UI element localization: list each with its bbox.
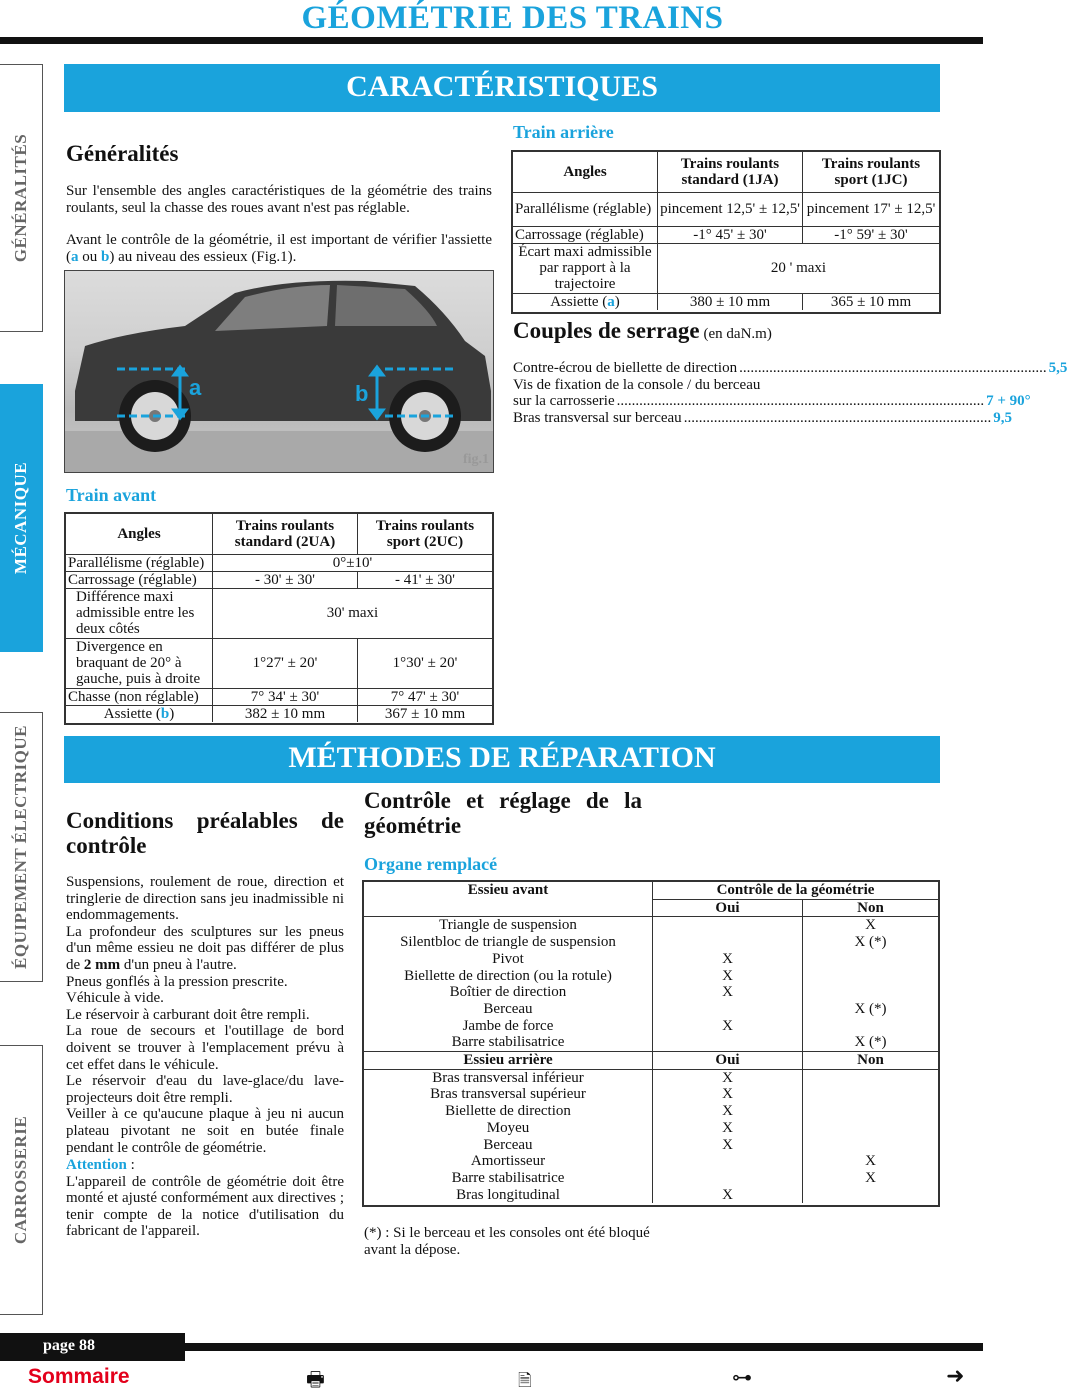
- table-cell-organe: Silentbloc de triangle de suspension: [364, 934, 653, 951]
- figure-label-a: a: [189, 375, 202, 400]
- sommaire-link[interactable]: Sommaire: [28, 1365, 130, 1388]
- table-cell-non: [803, 1137, 939, 1154]
- side-tab-generalites[interactable]: GÉNÉRALITÉS: [0, 64, 43, 332]
- footnote: (*) : Si le berceau et les consoles ont été bloqué avant la dépose.: [364, 1225, 650, 1258]
- figure-caption: fig.1: [462, 452, 489, 467]
- table-cell-oui: X: [653, 1187, 803, 1204]
- table-cell-non: [803, 951, 939, 968]
- organe-remplace-heading: Organe remplacé: [364, 854, 498, 874]
- attention-label: Attention: [66, 1157, 127, 1174]
- col-header-angles: Angles: [513, 152, 658, 192]
- section-banner-methodes: MÉTHODES DE RÉPARATION: [64, 736, 940, 783]
- table-cell-organe: Triangle de suspension: [364, 917, 653, 934]
- col-header-angles: Angles: [66, 514, 213, 554]
- table-cell-organe: Berceau: [364, 1001, 653, 1018]
- table-cell-non: X: [865, 917, 876, 934]
- table-row: [364, 1187, 938, 1204]
- table-cell-oui: [653, 1153, 803, 1170]
- table-cell-oui: X: [653, 1103, 803, 1120]
- table-cell-organe: Amortisseur: [364, 1153, 653, 1170]
- table-row: [364, 1103, 938, 1120]
- table-cell-organe: Boîtier de direction: [364, 984, 653, 1001]
- col-header-oui-arriere: Oui: [653, 1052, 803, 1070]
- table-row: [364, 1170, 938, 1187]
- table-cell-non: [803, 984, 939, 1001]
- table-cell-organe: Pivot: [364, 951, 653, 968]
- col-header-essieu-arriere: Essieu arrière: [364, 1052, 653, 1070]
- couples-list: [513, 360, 1067, 426]
- table-cell-organe: Bras longitudinal: [364, 1187, 653, 1204]
- col-header-standard: Trains roulants standard (2UA): [213, 514, 358, 554]
- table-row: Chasse (non réglable) 7° 34' ± 30' 7° 47' ± 30': [66, 688, 492, 705]
- table-cell-non: [803, 1187, 939, 1204]
- col-header-oui: Oui: [653, 899, 803, 917]
- page-title: GÉOMÉTRIE DES TRAINS: [301, 0, 724, 36]
- table-cell-non: [803, 1069, 939, 1086]
- table-row: Assiette (a) 380 ± 10 mm 365 ± 10 mm: [513, 293, 939, 310]
- table-row: [364, 934, 938, 951]
- document-search-icon[interactable]: 🗎: [518, 1371, 532, 1391]
- table-cell-organe: Bras transversal supérieur: [364, 1086, 653, 1103]
- table-cell-organe: Barre stabilisatrice: [364, 1170, 653, 1187]
- train-avant-table: [64, 512, 494, 725]
- list-item: Bras transversal sur berceau .................................................................................. 9,5: [513, 409, 1012, 426]
- table-row: [364, 1086, 938, 1103]
- table-cell-non: X (*): [854, 1000, 887, 1017]
- table-cell-oui: X: [653, 1018, 803, 1035]
- table-row: [364, 1120, 938, 1137]
- table-cell-oui: X: [653, 1069, 803, 1086]
- table-cell-oui: X: [653, 951, 803, 968]
- side-tab-mecanique[interactable]: MÉCANIQUE: [0, 384, 43, 652]
- table-cell-oui: [653, 1170, 803, 1187]
- table-cell-oui: X: [653, 1086, 803, 1103]
- page-number-box: [0, 1333, 185, 1361]
- train-avant-heading: Train avant: [66, 485, 157, 505]
- binoculars-icon[interactable]: ⊶: [732, 1365, 752, 1389]
- next-arrow-icon[interactable]: ➜: [946, 1364, 965, 1389]
- table-row: [364, 951, 938, 968]
- page-number: page 88: [43, 1337, 95, 1354]
- table-cell-organe: Moyeu: [364, 1120, 653, 1137]
- top-rule: [0, 37, 983, 44]
- table-cell-non: [803, 1086, 939, 1103]
- geometry-control-table: [362, 880, 940, 1207]
- figure-label-b: b: [355, 381, 369, 406]
- table-cell-organe: Berceau: [364, 1137, 653, 1154]
- table-row: Divergence en braquant de 20° à gauche, puis à droite 1°27' ± 20' 1°30' ± 20': [66, 638, 492, 688]
- table-cell-oui: X: [653, 984, 803, 1001]
- table-row: Parallélisme (réglable) pincement 12,5' ± 12,5' pincement 17' ± 12,5': [513, 192, 939, 226]
- table-cell-non: [803, 968, 939, 985]
- table-cell-oui: [653, 917, 803, 934]
- generalites-heading: Généralités: [66, 141, 179, 166]
- side-tab-carrosserie[interactable]: CARROSSERIE: [0, 1045, 43, 1315]
- col-header-essieu-avant: Essieu avant: [364, 882, 653, 917]
- print-icon[interactable]: 🖶: [306, 1367, 325, 1391]
- generalites-paragraph-1: Sur l'ensemble des angles caractéristiques de la géométrie des trains roulants, seul la chasse des roues avant n'est pas réglable.: [66, 183, 492, 216]
- table-cell-organe: Bras transversal inférieur: [364, 1069, 653, 1086]
- conditions-text: Suspensions, roulement de roue, direction et tringlerie de direction sans jeu inadmissible ni endommagements. La profondeur des sculptures sur les pneus d'un même essieu ne doit pas différer de plus de 2 mm d'un pneu à l'autre. Pneus gonflés à la pression prescrite. Véhicule à vide. Le réservoir à carburant doit être rempli. La roue de secours et l'outillage de bord doivent se trouver à l'emplacement prévu à cet effet dans le véhicule. Le réservoir d'eau du lave-glace/du lave-projecteurs doit être rempli. Veiller à ce qu'aucune plaque à jeu ni aucun plateau pivotant ne soit en butée finale pendant le contrôle de géométrie. Attention : L'appareil de contrôle de géométrie doit être monté et ajusté conformément aux directives ; tenir compte de la notice d'utilisation du fabricant de l'appareil.: [66, 874, 344, 1240]
- col-header-non: Non: [857, 899, 884, 916]
- table-row: Écart maxi admissible par rapport à la trajectoire 20 ' maxi: [513, 243, 939, 293]
- table-row: [364, 1034, 938, 1051]
- controle-heading: Contrôle et réglage de la géométrie: [364, 788, 642, 838]
- table-cell-organe: Jambe de force: [364, 1018, 653, 1035]
- col-header-non-arriere: Non: [857, 1052, 884, 1069]
- list-item: sur la carrosserie .................................................................................................. 7 + 90°: [513, 393, 1031, 410]
- couples-heading: Couples de serrage (en daN.m): [513, 318, 772, 343]
- table-row: [364, 917, 938, 934]
- conditions-heading: Conditions préalables de contrôle: [66, 808, 344, 858]
- table-row: [364, 1137, 938, 1154]
- list-item: Vis de fixation de la console / du berceau: [513, 376, 761, 393]
- table-cell-non: [803, 1120, 939, 1137]
- table-cell-non: X (*): [854, 934, 887, 951]
- table-row: [364, 1018, 938, 1035]
- section-banner-caracteristiques: CARACTÉRISTIQUES: [64, 64, 940, 112]
- table-cell-oui: X: [653, 1120, 803, 1137]
- table-row: [364, 1153, 938, 1170]
- table-row: Différence maxi admissible entre les deux côtés 30' maxi: [66, 588, 492, 638]
- table-cell-organe: Biellette de direction (ou la rotule): [364, 968, 653, 985]
- table-cell-oui: [653, 1034, 803, 1051]
- col-header-sport: Trains roulants sport (1JC): [821, 155, 921, 188]
- table-row: [364, 984, 938, 1001]
- train-arriere-heading: Train arrière: [513, 122, 614, 142]
- car-side-photo: [64, 270, 494, 473]
- table-cell-organe: Biellette de direction: [364, 1103, 653, 1120]
- train-arriere-table: [511, 150, 941, 314]
- table-row: [364, 1069, 938, 1086]
- table-cell-oui: X: [653, 1137, 803, 1154]
- table-cell-oui: X: [653, 968, 803, 985]
- table-row: Assiette (b) 382 ± 10 mm 367 ± 10 mm: [66, 705, 492, 722]
- col-header-controle: Contrôle de la géométrie: [716, 882, 875, 898]
- table-cell-organe: Barre stabilisatrice: [364, 1034, 653, 1051]
- table-row: [364, 1001, 938, 1018]
- col-header-sport: Trains roulants sport (2UC): [375, 517, 475, 550]
- table-cell-non: [803, 1103, 939, 1120]
- table-cell-non: [803, 1018, 939, 1035]
- list-item: Contre-écrou de biellette de direction .................................................................................. 5,5: [513, 360, 1067, 376]
- table-row: Carrossage (réglable) -1° 45' ± 30' -1° 59' ± 30': [513, 226, 939, 243]
- table-cell-oui: [653, 1001, 803, 1018]
- generalites-paragraph-2: Avant le contrôle de la géométrie, il est important de vérifier l'assiette (a ou b) au niveau des essieux (Fig.1).: [66, 232, 492, 265]
- table-cell-non: X: [865, 1169, 876, 1186]
- col-header-standard: Trains roulants standard (1JA): [658, 152, 803, 192]
- table-row: [364, 968, 938, 985]
- table-row: Carrossage (réglable) - 30' ± 30' - 41' ± 30': [66, 571, 492, 588]
- side-tab-equipement-electrique[interactable]: ÉQUIPEMENT ÉLECTRIQUE: [0, 712, 43, 982]
- table-cell-non: X: [865, 1153, 876, 1170]
- table-cell-oui: [653, 934, 803, 951]
- table-cell-non: X (*): [854, 1034, 887, 1051]
- table-row: Parallélisme (réglable) 0°±10': [66, 554, 492, 571]
- car-illustration: [65, 271, 493, 472]
